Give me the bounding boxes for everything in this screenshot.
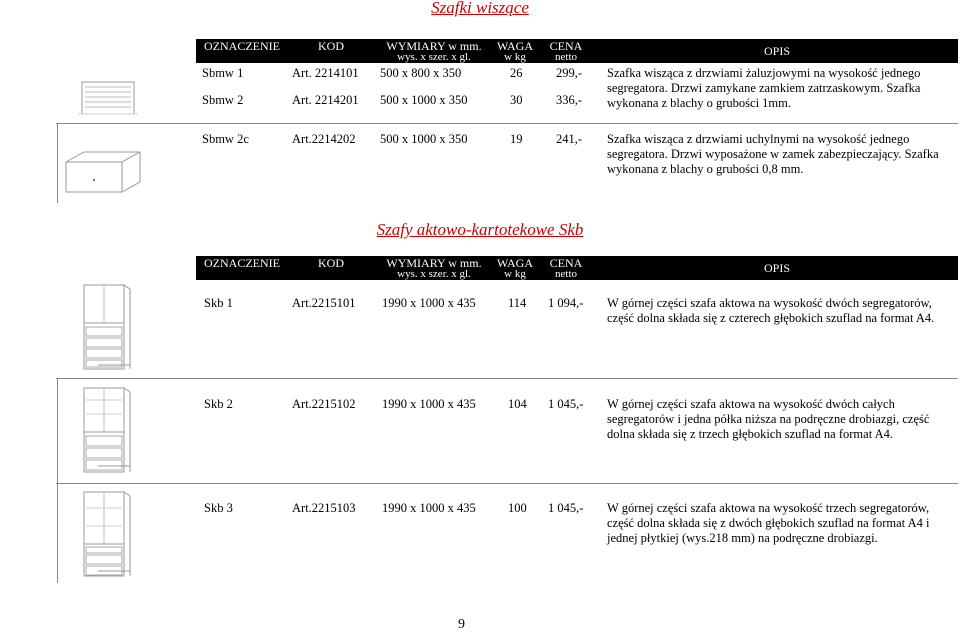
- header-cena-sub: netto: [555, 51, 577, 63]
- section-title-szafki-wiszace: Szafki wiszące: [431, 0, 529, 17]
- section-title-szafy-aktowo-kartotekowe: Szafy aktowo-kartotekowe Skb: [376, 220, 584, 239]
- header-waga: WAGA: [497, 256, 533, 270]
- row-cena: 1 045,-: [548, 397, 584, 411]
- row-waga: 19: [510, 132, 523, 146]
- row-kod: Art.2215101: [292, 296, 356, 310]
- cabinet-swing-door-image: [62, 148, 144, 194]
- table-header: [196, 39, 958, 63]
- row-oznaczenie: Skb 1: [204, 296, 233, 310]
- row-divider: [57, 483, 58, 583]
- row-divider: [57, 123, 58, 203]
- row-kod: Art.2215103: [292, 501, 356, 515]
- header-opis: OPIS: [763, 261, 790, 275]
- row-wymiary: 500 x 1000 x 350: [380, 132, 468, 146]
- header-kod: KOD: [318, 256, 344, 270]
- row-wymiary: 1990 x 1000 x 435: [382, 296, 476, 310]
- filing-cabinet-skb3-image: [78, 490, 134, 580]
- header-wymiary: WYMIARY w mm.: [386, 256, 482, 270]
- row-opis: W górnej części szafa aktowa na wysokość trzech segregatorów, część dolna składa się z dwóch głębokich szuflad na format A4 i jednej płytkiej (wys.218 mm) na podręczne drobiazgi.: [607, 501, 930, 545]
- header-oznaczenie: OZNACZENIE: [204, 39, 280, 53]
- header-cena: CENA: [549, 256, 583, 270]
- row-cena: 241,-: [556, 132, 583, 146]
- row-cena: 1 045,-: [548, 501, 584, 515]
- row-wymiary: 1990 x 1000 x 435: [382, 397, 476, 411]
- row-opis: Szafka wisząca z drzwiami uchylnymi na wysokość jednego segregatora. Drzwi wyposażone w zamek zabezpieczający. Szafka wykonana z blachy o grubości 0,8 mm.: [607, 132, 939, 176]
- row-divider: [56, 123, 958, 124]
- header-wymiary: WYMIARY w mm.: [386, 39, 482, 53]
- row-waga: 114: [508, 296, 527, 310]
- header-wymiary-sub: wys. x szer. x gl.: [397, 268, 471, 280]
- row-oznaczenie: Sbmw 1: [202, 66, 244, 80]
- row-waga: 30: [510, 93, 523, 107]
- row-cena: 336,-: [556, 93, 583, 107]
- filing-cabinet-skb1-image: [78, 283, 134, 373]
- header-waga-sub: w kg: [504, 268, 526, 280]
- row-kod: Art. 2214101: [292, 66, 359, 80]
- header-opis: OPIS: [763, 44, 790, 58]
- page-number: 9: [458, 617, 465, 632]
- row-oznaczenie: Skb 3: [204, 501, 233, 515]
- row-waga: 100: [508, 501, 527, 515]
- row-kod: Art.2214202: [292, 132, 356, 146]
- header-wymiary-sub: wys. x szer. x gl.: [397, 51, 471, 63]
- row-wymiary: 500 x 800 x 350: [380, 66, 462, 80]
- row-waga: 26: [510, 66, 523, 80]
- row-divider: [56, 483, 958, 484]
- row-oznaczenie: Skb 2: [204, 397, 233, 411]
- row-opis: W górnej części szafa aktowa na wysokość dwóch całych segregatorów i jedna półka niższa na podręczne drobiazgi, część dolna składa się z trzech głębokich szuflad na format A4.: [607, 397, 930, 441]
- row-kod: Art. 2214201: [292, 93, 359, 107]
- row-oznaczenie: Sbmw 2c: [202, 132, 249, 146]
- header-kod: KOD: [318, 39, 344, 53]
- row-opis: W górnej części szafa aktowa na wysokość dwóch segregatorów, część dolna składa się z czterech głębokich szuflad na format A4.: [607, 296, 935, 325]
- row-wymiary: 1990 x 1000 x 435: [382, 501, 476, 515]
- row-cena: 299,-: [556, 66, 583, 80]
- cabinet-roller-door-image: [76, 78, 140, 118]
- row-oznaczenie: Sbmw 2: [202, 93, 244, 107]
- row-opis: Szafka wisząca z drzwiami żaluzjowymi na wysokość jednego segregatora. Drzwi zamykane zamkiem zatrzaskowym. Szafka wykonana z blachy o grubości 1mm.: [607, 66, 921, 110]
- header-oznaczenie: OZNACZENIE: [204, 256, 280, 270]
- header-waga-sub: w kg: [504, 51, 526, 63]
- row-cena: 1 094,-: [548, 296, 584, 310]
- header-cena: CENA: [549, 39, 583, 53]
- row-kod: Art.2215102: [292, 397, 356, 411]
- row-divider: [57, 378, 58, 483]
- header-waga: WAGA: [497, 39, 533, 53]
- header-cena-sub: netto: [555, 268, 577, 280]
- row-wymiary: 500 x 1000 x 350: [380, 93, 468, 107]
- table-header: [196, 256, 958, 280]
- row-divider: [56, 378, 958, 379]
- filing-cabinet-skb2-image: [78, 386, 134, 476]
- row-waga: 104: [508, 397, 527, 411]
